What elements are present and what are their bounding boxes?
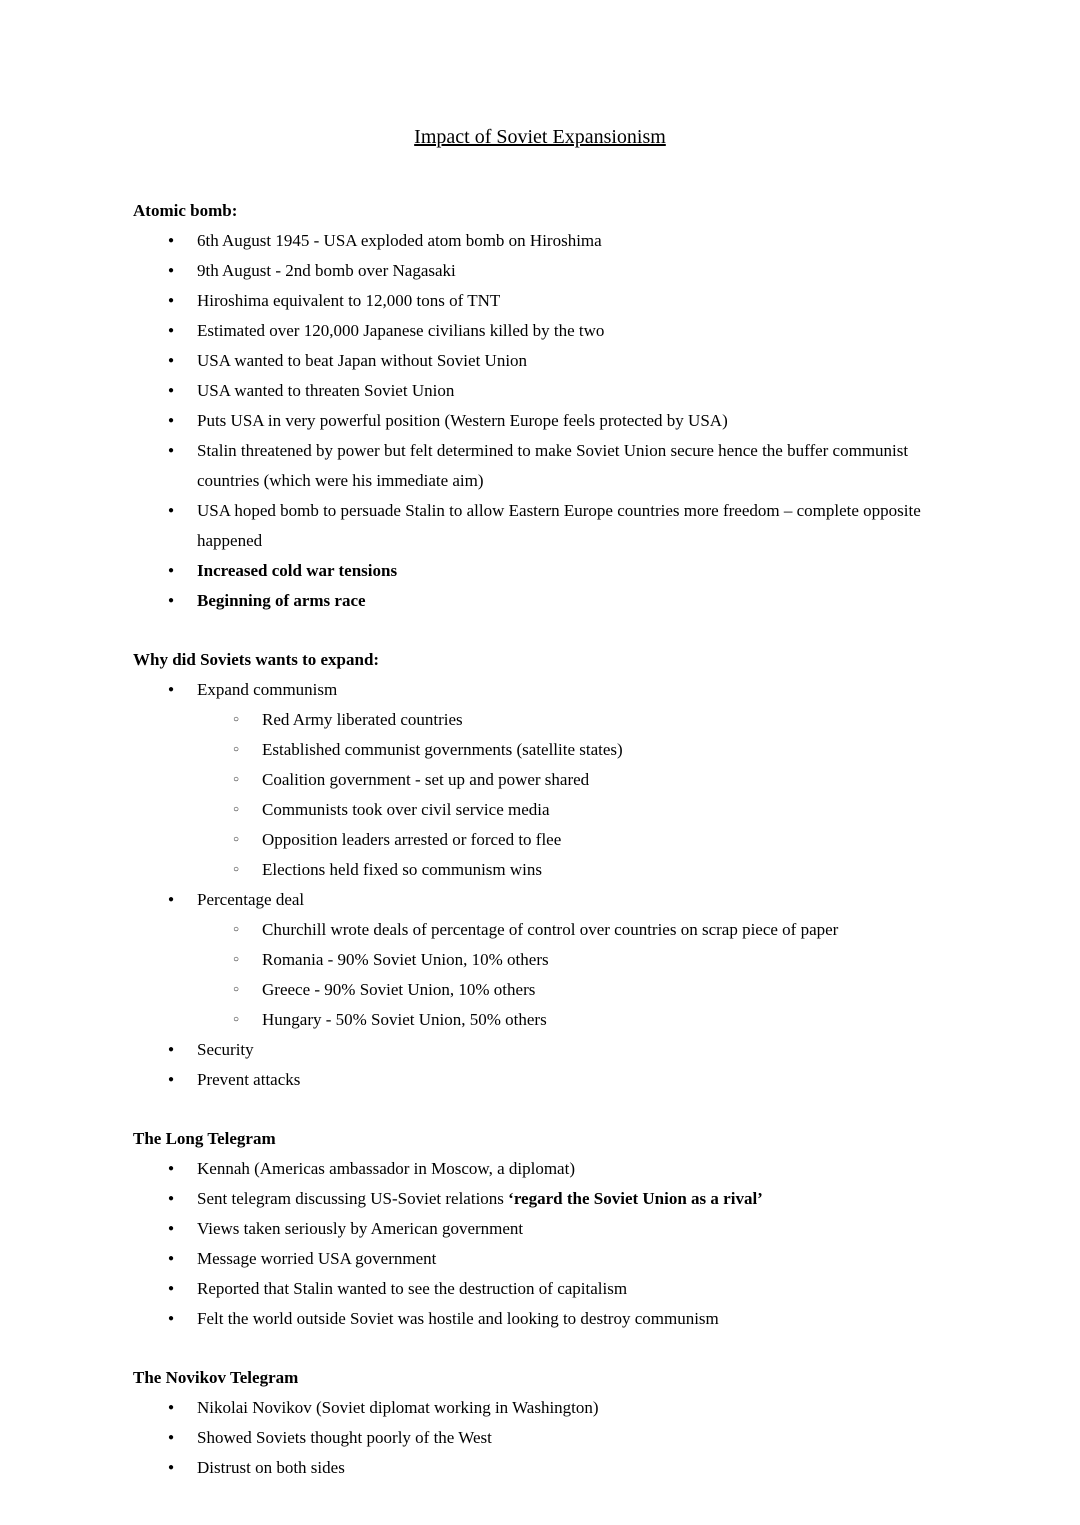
bullet-icon: ● [168,1253,175,1264]
list-item [133,765,947,795]
bullet-icon: ● [168,1074,175,1085]
section-heading: The Long Telegram [133,1129,276,1148]
document-title: Impact of Soviet Expansionism [414,126,666,148]
circle-bullet-icon: ○ [233,714,240,725]
list-item [133,1393,947,1423]
list-item [133,795,947,825]
bullet-icon: ● [168,235,175,246]
text-segment: Sent telegram discussing US-Soviet relations [197,1189,509,1208]
list-item-text: Prevent attacks [197,1070,301,1089]
bullet-icon: ● [168,1313,175,1324]
bullet-icon: ● [168,505,175,516]
list-item-text: Stalin threatened by power but felt determined to make Soviet Union secure hence the buffer communist countries (which were his immediate aim) [197,441,909,490]
list-item [133,915,947,945]
list-item [133,1244,947,1274]
section [133,1124,947,1334]
list-item-text: Percentage deal [197,890,305,909]
list-item [133,586,947,616]
list-item [133,316,947,346]
list-item-text: Opposition leaders arrested or forced to flee [262,830,562,849]
list-item [133,496,947,556]
bullet-icon: ● [168,385,175,396]
bullet-icon: ● [168,415,175,426]
bullet-icon: ● [168,1223,175,1234]
list-item-text: Communists took over civil service media [262,800,550,819]
list-item [133,945,947,975]
list-item [133,705,947,735]
bullet-icon: ● [168,565,175,576]
list-item [133,406,947,436]
list-item [133,1453,947,1483]
list-item [133,1184,947,1214]
list-item-text: Red Army liberated countries [262,710,463,729]
list-item-text: Nikolai Novikov (Soviet diplomat working in Washington) [197,1398,599,1417]
list-item-text: Romania - 90% Soviet Union, 10% others [262,950,549,969]
list-item [133,556,947,586]
list-item [133,885,947,915]
list-item [133,1005,947,1035]
circle-bullet-icon: ○ [233,834,240,845]
list-item-text: 6th August 1945 - USA exploded atom bomb on Hiroshima [197,231,602,250]
list-item [133,346,947,376]
list-item [133,855,947,885]
list-item [133,256,947,286]
list-item-text: Established communist governments (satellite states) [262,740,623,759]
list-item [133,376,947,406]
list-item [133,436,947,496]
circle-bullet-icon: ○ [233,984,240,995]
circle-bullet-icon: ○ [233,804,240,815]
list-item-text: Hiroshima equivalent to 12,000 tons of TNT [197,291,501,310]
list-item-text: Greece - 90% Soviet Union, 10% others [262,980,536,999]
section-heading: Atomic bomb: [133,201,238,220]
list-item-text: Expand communism [197,680,338,699]
list-item-text: USA wanted to threaten Soviet Union [197,381,455,400]
circle-bullet-icon: ○ [233,864,240,875]
list-item [133,226,947,256]
bullet-icon: ● [168,894,175,905]
section [133,196,947,616]
list-item-text: Beginning of arms race [197,591,366,610]
list-item-text: Churchill wrote deals of percentage of control over countries on scrap piece of paper [262,920,839,939]
bullet-icon: ● [168,295,175,306]
list-item [133,1214,947,1244]
list-item-text [197,1184,947,1214]
list-item [133,1035,947,1065]
list-item [133,675,947,705]
list-item [133,1423,947,1453]
bullet-icon: ● [168,1044,175,1055]
bullet-icon: ● [168,1163,175,1174]
bullet-icon: ● [168,684,175,695]
bullet-icon: ● [168,1283,175,1294]
list-item-text: Kennah (Americas ambassador in Moscow, a diplomat) [197,1159,575,1178]
list-item [133,1065,947,1095]
bullet-icon: ● [168,1462,175,1473]
list-item-text: Elections held fixed so communism wins [262,860,542,879]
list-item-text: Increased cold war tensions [197,561,398,580]
section-heading: The Novikov Telegram [133,1368,299,1387]
circle-bullet-icon: ○ [233,954,240,965]
list-item-text: Estimated over 120,000 Japanese civilians killed by the two [197,321,605,340]
section [133,1363,947,1483]
list-item [133,975,947,1005]
list-item-text: Puts USA in very powerful position (Western Europe feels protected by USA) [197,411,728,430]
bullet-icon: ● [168,1402,175,1413]
list-item-text: Reported that Stalin wanted to see the destruction of capitalism [197,1279,628,1298]
list-item [133,825,947,855]
bullet-icon: ● [168,265,175,276]
list-item [133,1154,947,1184]
list-item [133,735,947,765]
section-heading: Why did Soviets wants to expand: [133,650,380,669]
list-item-text: Coalition government - set up and power shared [262,770,590,789]
bullet-icon: ● [168,325,175,336]
list-item-text: 9th August - 2nd bomb over Nagasaki [197,261,456,280]
circle-bullet-icon: ○ [233,1014,240,1025]
quote-emphasis: ‘regard the Soviet Union as a rival’ [508,1189,763,1208]
document-body [133,196,947,1483]
list-item-text: USA hoped bomb to persuade Stalin to allow Eastern Europe countries more freedom – complete opposite happened [197,501,921,550]
list-item [133,1274,947,1304]
list-item-text: USA wanted to beat Japan without Soviet Union [197,351,528,370]
bullet-icon: ● [168,1193,175,1204]
bullet-icon: ● [168,355,175,366]
list-item-text: Showed Soviets thought poorly of the West [197,1428,492,1447]
circle-bullet-icon: ○ [233,744,240,755]
bullet-icon: ● [168,595,175,606]
list-item [133,1304,947,1334]
list-item-text: Message worried USA government [197,1249,437,1268]
list-item-text: Hungary - 50% Soviet Union, 50% others [262,1010,547,1029]
list-item [133,286,947,316]
bullet-icon: ● [168,445,175,456]
list-item-text: Distrust on both sides [197,1458,345,1477]
list-item-text: Felt the world outside Soviet was hostile and looking to destroy communism [197,1309,719,1328]
circle-bullet-icon: ○ [233,774,240,785]
list-item-text: Security [197,1040,254,1059]
section [133,645,947,1095]
bullet-icon: ● [168,1432,175,1443]
list-item-text: Views taken seriously by American government [197,1219,524,1238]
circle-bullet-icon: ○ [233,924,240,935]
